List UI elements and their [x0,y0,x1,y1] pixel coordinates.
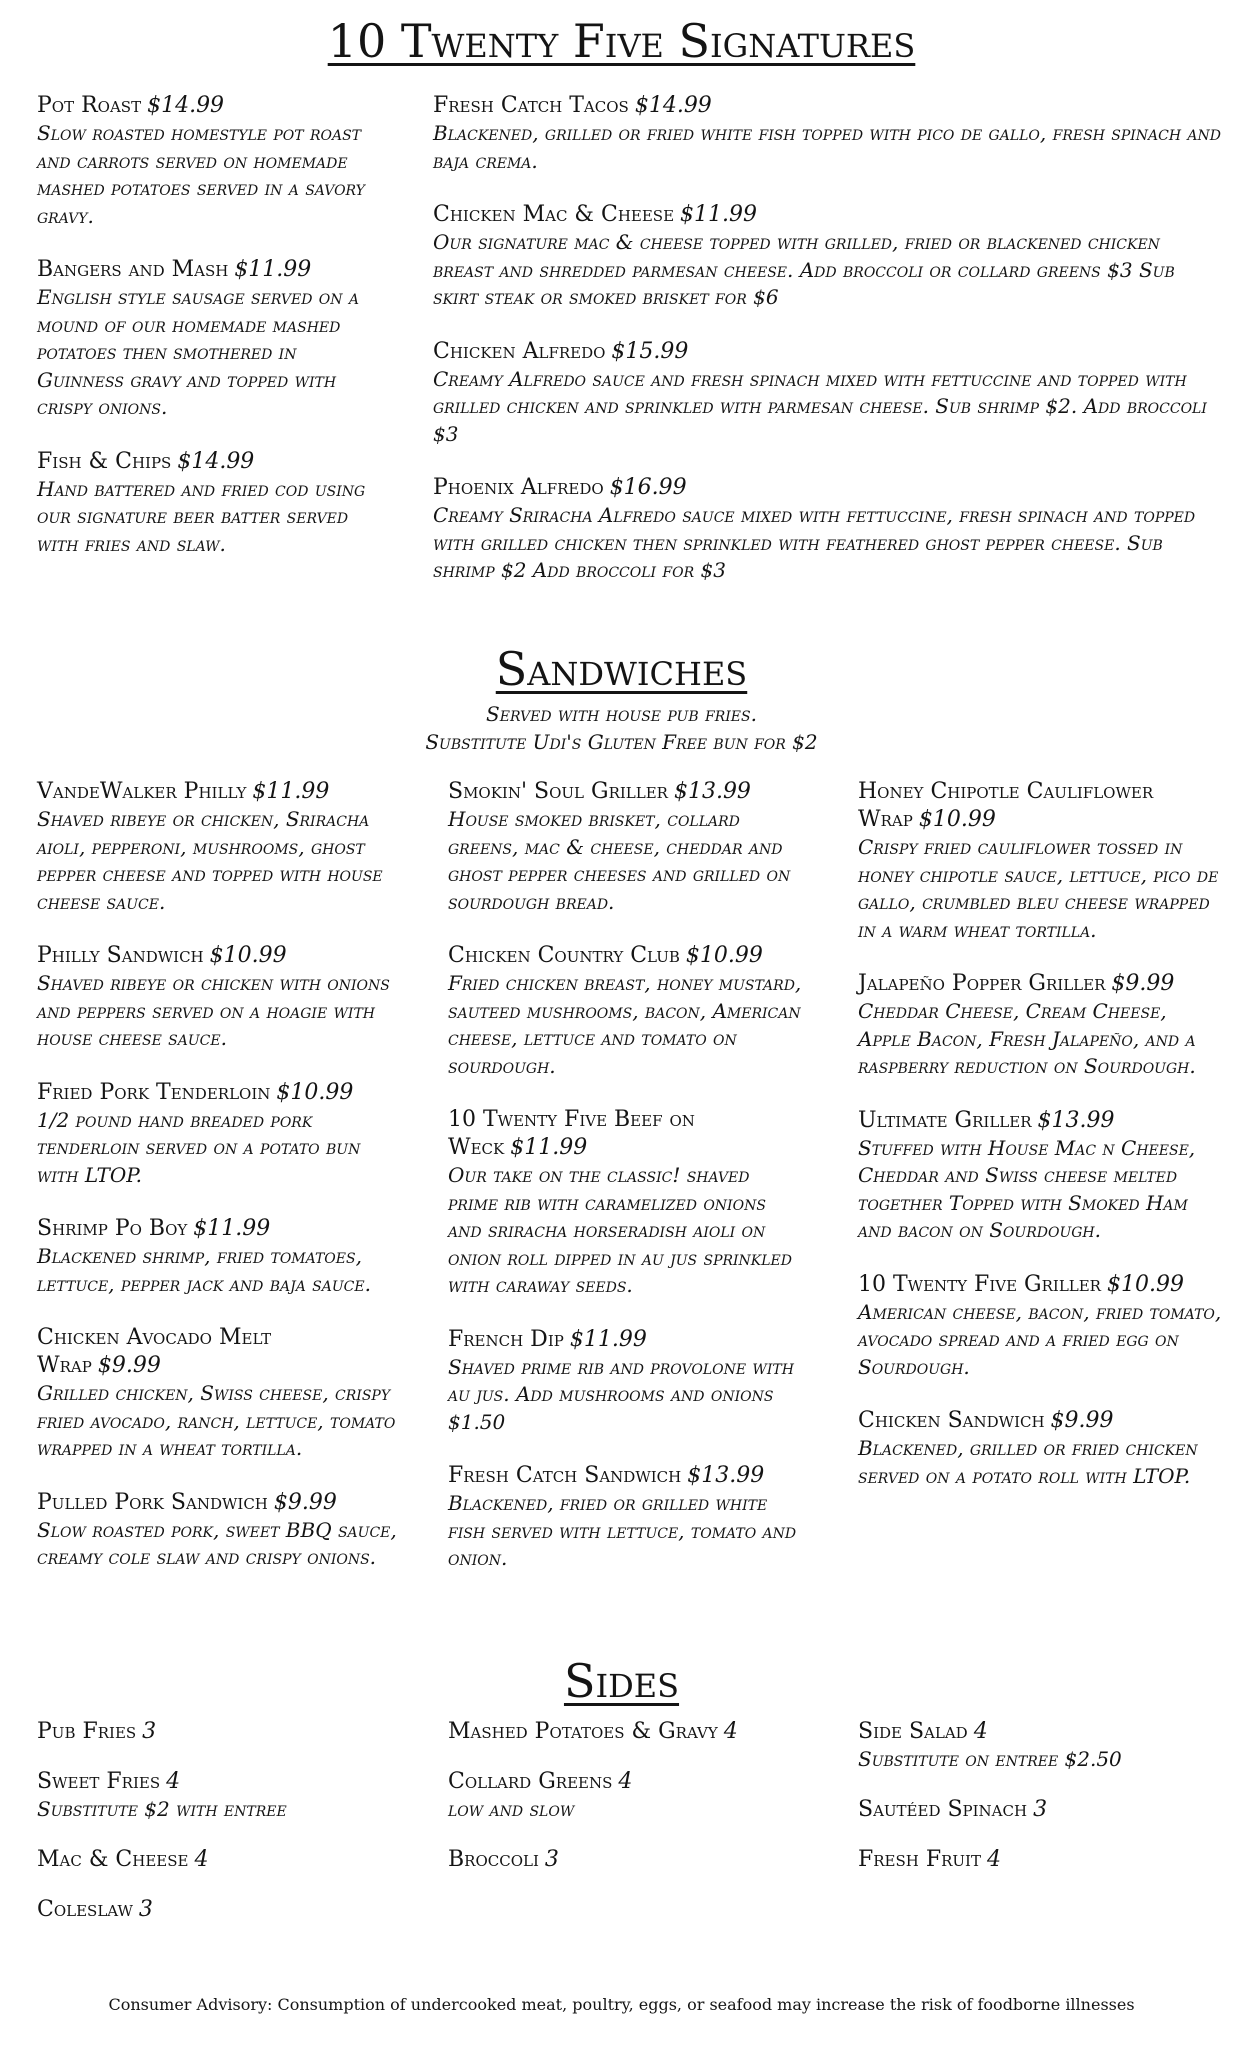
menu-item [433,338,1223,449]
item-description: Blackened, fried or grilled white fish served with lettuce, tomato and onion. [448,1491,797,1570]
item-price: $13.99 [687,1463,765,1488]
item-description: Cheddar Cheese, Cream Cheese, Apple Bacon, Fresh Jalapeño, and a raspberry reduction on Sourdough. [858,999,1196,1078]
item-description: Blackened, grilled or fried chicken served on a potato roll with LTOP. [858,1436,1198,1488]
sides-column-3 [858,1718,1223,1896]
sandwiches-column-1 [37,778,397,1598]
consumer-advisory: Consumer Advisory: Consumption of undercooked meat, poultry, eggs, or seafood may increase the risk of foodborne illnesses [108,1995,1135,2014]
menu-item [433,92,1223,175]
item-price: 4 [618,1769,633,1794]
item-description: low and slow [448,1797,575,1821]
side-item [858,1718,1223,1774]
item-name: Chicken Mac & Cheese [433,202,675,227]
menu-item [858,778,1223,944]
menu-item [448,1326,803,1437]
item-name: Pulled Pork Sandwich [37,1489,268,1515]
sandwiches-column-3 [858,778,1223,1516]
menu-item [433,474,1223,585]
item-name: Fresh Catch Sandwich [448,1463,682,1488]
item-price: $10.99 [918,807,996,832]
item-price: 4 [987,1846,1001,1872]
item-price: 3 [544,1846,559,1872]
item-price: 4 [723,1719,738,1744]
side-item [37,1896,397,1924]
item-price: 4 [973,1719,988,1744]
menu-item [433,201,1223,312]
menu-item [37,1489,397,1572]
item-name: Broccoli [448,1846,539,1872]
item-price: 3 [1033,1796,1048,1822]
item-description: Creamy Alfredo sauce and fresh spinach mixed with fettuccine and topped with grilled chicken and sprinkled with parmesan cheese. Sub shrimp $2. Add broccoli $3 [433,366,1207,446]
item-description: Crispy fried cauliflower tossed in honey chipotle sauce, lettuce, pico de gallo, crumbled bleu cheese wrapped in a warm wheat tortilla. [858,835,1219,942]
side-item [37,1718,397,1746]
item-name: Fried Pork Tenderloin [37,1079,271,1105]
item-price: $15.99 [611,338,689,364]
menu-item [448,778,803,916]
item-price: 3 [142,1719,157,1744]
item-name: Fresh Fruit [858,1846,981,1872]
item-price: $9.99 [97,1353,161,1378]
item-name: 10 Twenty Five Beef on Weck [448,1107,695,1160]
menu-item [448,1462,803,1573]
item-name: Side Salad [858,1719,968,1744]
item-price: $11.99 [569,1326,647,1352]
menu-item [37,92,382,230]
signatures-left-column [37,92,382,584]
side-item [858,1846,1223,1874]
item-name: Fish & Chips [37,448,172,474]
side-item [448,1768,808,1824]
item-price: 3 [138,1896,153,1922]
menu-item [37,1079,397,1190]
item-description: Our signature mac & cheese topped with grilled, fried or blackened chicken breast and shredded parmesan cheese. Add broccoli or collard greens $3 Sub skirt steak or smoked brisket for $6 [433,230,1175,309]
item-price: $14.99 [147,93,225,118]
item-price: $9.99 [1111,971,1175,996]
item-description: Grilled chicken, Swiss cheese, crispy fried avocado, ranch, lettuce, tomato wrapped in a wheat tortilla. [37,1381,396,1460]
item-description: Substitute $2 with entree [37,1797,287,1821]
item-name: Chicken Avocado Melt Wrap [37,1325,272,1378]
item-description: Hand battered and fried cod using our signature beer batter served with fries and slaw. [37,476,366,556]
sandwiches-gluten-free-note: Substitute Udi's Gluten Free bun for $2 [425,730,818,754]
item-name: Chicken Country Club [448,943,680,968]
item-name: Honey Chipotle Cauliflower Wrap [858,779,1154,832]
item-price: 4 [166,1769,181,1794]
item-price: $10.99 [685,943,763,968]
item-name: Phoenix Alfredo [433,475,604,500]
item-description: American cheese, bacon, fried tomato, avocado spread and a fried egg on Sourdough. [858,1299,1222,1379]
item-description: Substitute on entree $2.50 [858,1747,1122,1771]
sandwiches-title: Sandwiches [495,642,748,696]
item-name: Chicken Alfredo [433,338,606,364]
menu-item [858,1407,1223,1490]
item-name: 10 Twenty Five Griller [858,1271,1101,1297]
item-name: Ultimate Griller [858,1107,1032,1133]
item-name: Shrimp Po Boy [37,1216,188,1241]
item-price: $13.99 [673,779,751,804]
item-description: Shaved prime rib and provolone with au jus. Add mushrooms and onions $1.50 [448,1354,794,1434]
item-price: $16.99 [609,475,687,500]
signatures-title: 10 Twenty Five Signatures [327,14,916,68]
item-price: $11.99 [510,1135,588,1160]
item-price: $14.99 [177,448,255,474]
item-description: House smoked brisket, collard greens, mac & cheese, cheddar and ghost pepper cheeses and grilled on sourdough bread. [448,807,791,914]
item-description: Shaved ribeye or chicken with onions and peppers served on a hoagie with house cheese sauce. [37,971,390,1050]
item-price: $14.99 [634,93,712,118]
item-price: 4 [194,1846,209,1872]
item-name: French Dip [448,1326,564,1352]
menu-item [858,1107,1223,1245]
item-description: Shaved ribeye or chicken, Sriracha aioli, pepperoni, mushrooms, ghost pepper cheese and topped with house cheese sauce. [37,807,383,914]
item-price: $13.99 [1037,1107,1115,1133]
side-item [37,1768,397,1824]
item-description: 1/2 pound hand breaded pork tenderloin served on a potato bun with LTOP. [37,1107,361,1187]
side-item [448,1718,808,1746]
menu-item [37,256,382,422]
item-price: $11.99 [680,202,758,227]
item-price: $9.99 [1050,1408,1114,1433]
item-name: Chicken Sandwich [858,1408,1045,1433]
item-price: $11.99 [193,1216,271,1241]
menu-item [37,448,382,559]
item-name: Collard Greens [448,1769,613,1794]
side-item [858,1796,1223,1824]
item-name: Smokin' Soul Griller [448,779,668,804]
item-description: Slow roasted pork, sweet BBQ sauce, creamy cole slaw and crispy onions. [37,1517,397,1569]
item-name: Mac & Cheese [37,1846,189,1872]
menu-item [37,942,397,1053]
item-price: $11.99 [234,257,312,282]
item-name: Sweet Fries [37,1769,161,1794]
item-description: Stuffed with House Mac n Cheese, Cheddar and Swiss cheese melted together Topped with Smoked Ham and bacon on Sourdough. [858,1135,1196,1242]
item-name: Sautéed Spinach [858,1796,1028,1822]
item-name: VandeWalker Philly [37,779,247,804]
item-description: Slow roasted homestyle pot roast and carrots served on homemade mashed potatoes served in a savory gravy. [37,121,365,228]
menu-item [858,1271,1223,1382]
menu-item [858,970,1223,1081]
menu-item [448,942,803,1080]
item-description: Fried chicken breast, honey mustard, sauteed mushrooms, bacon, American cheese, lettuce and tomato on sourdough. [448,971,802,1078]
item-name: Mashed Potatoes & Gravy [448,1719,718,1744]
menu-item [37,778,397,916]
item-price: $9.99 [273,1489,337,1515]
signatures-right-column [433,92,1223,611]
item-price: $10.99 [276,1079,354,1105]
item-description: Blackened shrimp, fried tomatoes, lettuce, pepper jack and baja sauce. [37,1244,371,1296]
item-description: Blackened, grilled or fried white fish topped with pico de gallo, fresh spinach and baja crema. [433,121,1222,173]
side-item [448,1846,808,1874]
menu-item [448,1106,803,1300]
item-name: Bangers and Mash [37,257,229,282]
item-name: Pub Fries [37,1719,137,1744]
sandwiches-subtitle: Served with house pub fries. [486,702,757,726]
item-name: Philly Sandwich [37,943,204,968]
item-name: Pot Roast [37,93,142,118]
menu-item [37,1324,397,1463]
item-price: $11.99 [252,779,330,804]
item-description: English style sausage served on a mound of our homemade mashed potatoes then smothered in Guinness gravy and topped with crispy onions. [37,285,359,419]
item-price: $10.99 [1106,1271,1184,1297]
item-name: Jalapeño Popper Griller [858,971,1106,996]
item-description: Our take on the classic! shaved prime rib with caramelized onions and sriracha horseradish aioli on onion roll dipped in au jus sprinkled with caraway seeds. [448,1163,793,1297]
sides-column-2 [448,1718,808,1896]
sandwiches-column-2 [448,778,803,1599]
item-price: $10.99 [209,943,287,968]
item-name: Coleslaw [37,1896,133,1922]
sides-title: Sides [563,1654,680,1708]
menu-item [37,1215,397,1298]
sides-column-1 [37,1718,397,1946]
side-item [37,1846,397,1874]
item-description: Creamy Sriracha Alfredo sauce mixed with fettuccine, fresh spinach and topped with grilled chicken then sprinkled with feathered ghost pepper cheese. Sub shrimp $2 Add broccoli for $3 [433,503,1196,582]
item-name: Fresh Catch Tacos [433,93,629,118]
